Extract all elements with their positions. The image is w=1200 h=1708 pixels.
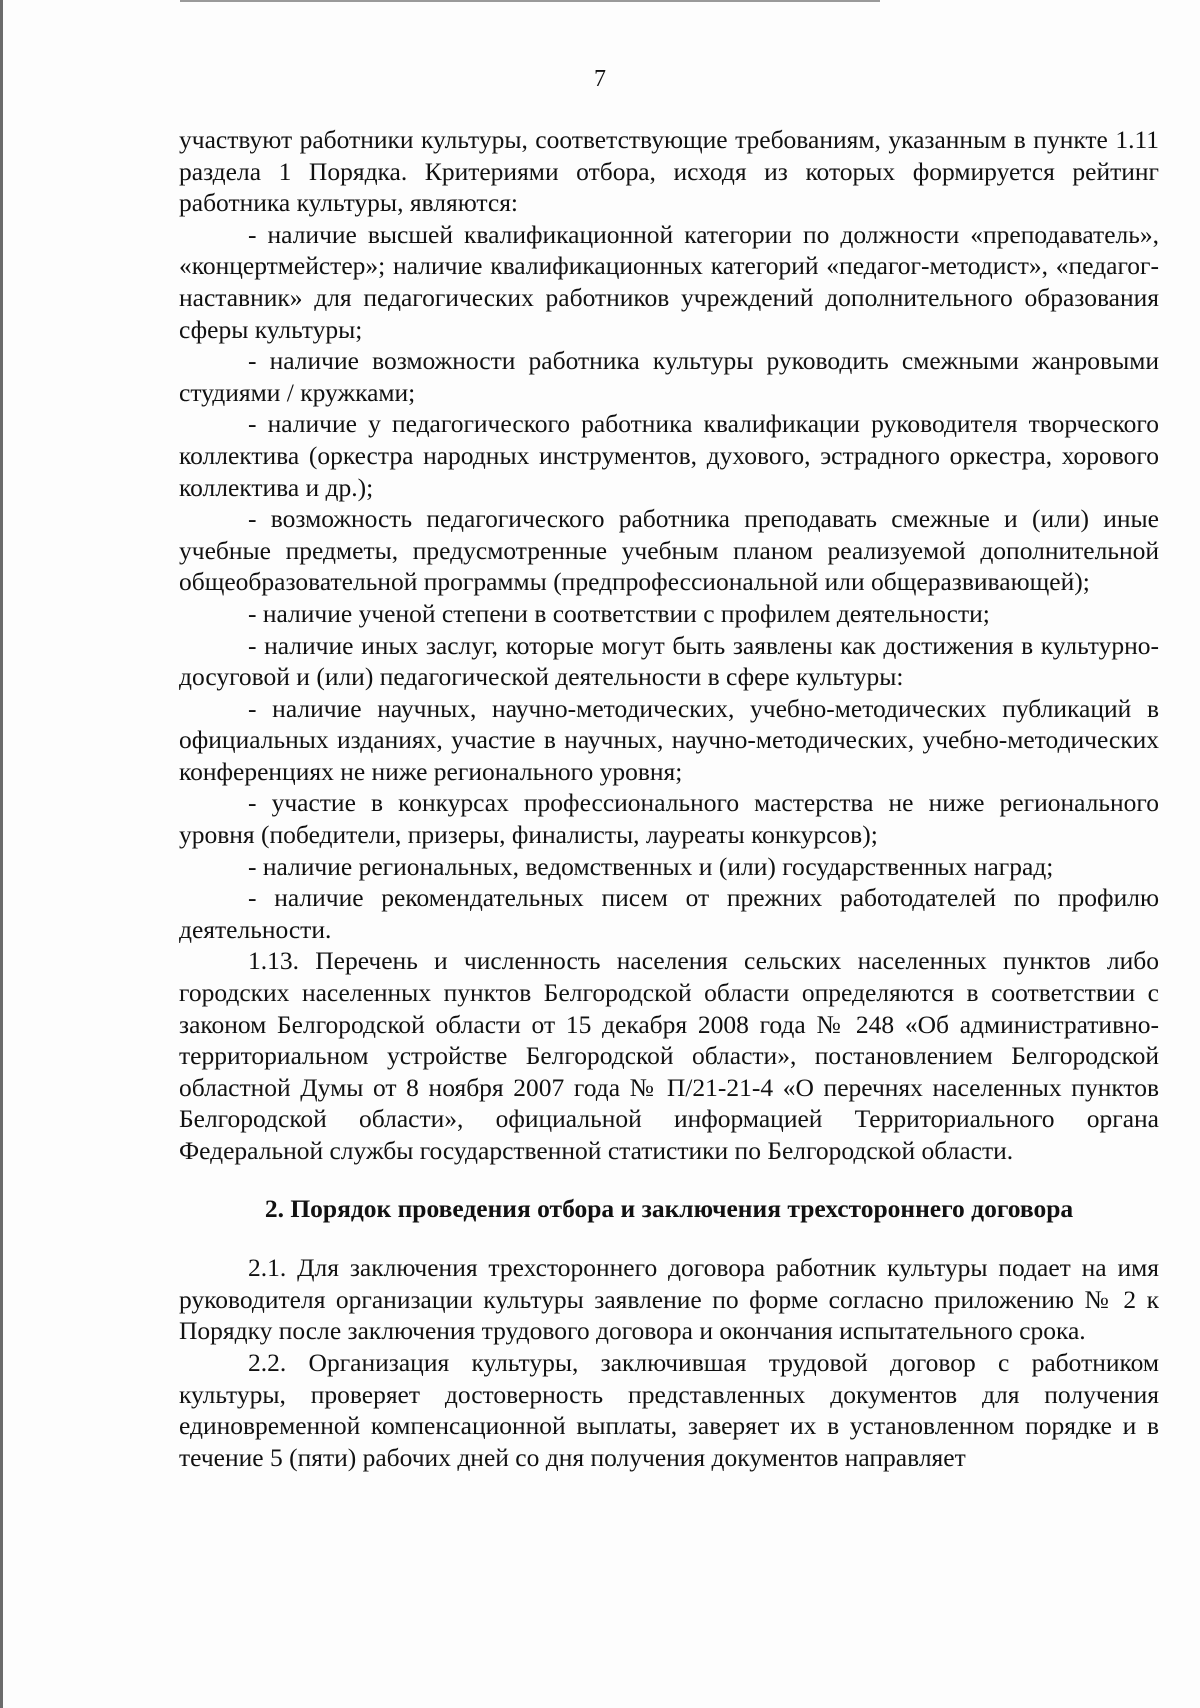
list-item: - наличие ученой степени в соответствии с профилем деятельности; — [248, 598, 990, 628]
page-number: 7 — [594, 66, 606, 92]
list-item: - наличие региональных, ведомственных и (или) государственных наград; — [248, 851, 1054, 881]
list-item: - участие в конкурсах профессионального мастерства не ниже регионального уровня (победители, призеры, финалисты, лауреаты конкурсов); — [179, 788, 1159, 850]
clause-paragraph: 2.1. Для заключения трехстороннего договора работник культуры подает на имя руководителя организации культуры заявление по форме согласно приложению № 2 к Порядку после заключения трудового договора и окончания испытательного срока. — [179, 1253, 1159, 1346]
list-item: - наличие у педагогического работника квалификации руководителя творческого коллектива (оркестра народных инструментов, духового, эстрадного оркестра, хорового коллектива и др.); — [179, 409, 1159, 502]
paragraph: участвуют работники культуры, соответствующие требованиям, указанным в пункте 1.11 раздела 1 Порядка. Критериями отбора, исходя из которых формируется рейтинг работника культуры, являются: — [179, 125, 1159, 218]
scan-edge — [180, 0, 880, 2]
list-item: - наличие иных заслуг, которые могут быть заявлены как достижения в культурно-досуговой и (или) педагогической деятельности в сфере культуры: — [179, 630, 1159, 692]
section-heading: 2. Порядок проведения отбора и заключения трехстороннего договора — [264, 1193, 1074, 1223]
list-item: - наличие высшей квалификационной категории по должности «преподаватель», «концертмейстер»; наличие квалификационных категорий «педагог-методист», «педагог-наставник» для педагогических работников учреждений дополнительного образования сферы культуры; — [179, 219, 1159, 344]
list-item: - наличие возможности работника культуры руководить смежными жанровыми студиями / кружками; — [179, 346, 1159, 407]
list-item: - наличие научных, научно-методических, учебно-методических публикаций в официальных изданиях, участие в научных, научно-методических, учебно-методических конференциях не ниже регионального уровня; — [179, 693, 1159, 786]
list-item: - наличие рекомендательных писем от прежних работодателей по профилю деятельности. — [179, 883, 1159, 944]
list-item: - возможность педагогического работника преподавать смежные и (или) иные учебные предметы, предусмотренные учебным планом реализуемой дополнительной общеобразовательной программы (предпрофессиональной или общеразвивающей); — [179, 504, 1159, 597]
clause-paragraph: 1.13. Перечень и численность населения сельских населенных пунктов либо городских населенных пунктов Белгородской области определяются в соответствии с законом Белгородской области от 15 декабря 2008 года № 248 «Об административно-территориальном устройстве Белгородской области», постановлением Белгородской областной Думы от 8 ноября 2007 года № П/21-21-4 «О перечнях населенных пунктов Белгородской области», официальной информацией Территориального органа Федеральной службы государственной статистики по Белгородской области. — [179, 946, 1159, 1165]
clause-paragraph: 2.2. Организация культуры, заключившая трудовой договор с работником культуры, проверяет достоверность представленных документов для получения единовременной компенсационной выплаты, заверяет их в установленном порядке и в течение 5 (пяти) рабочих дней со дня получения документов направляет — [179, 1347, 1159, 1472]
document-body — [179, 124, 1159, 1473]
scan-edge — [0, 0, 3, 1708]
